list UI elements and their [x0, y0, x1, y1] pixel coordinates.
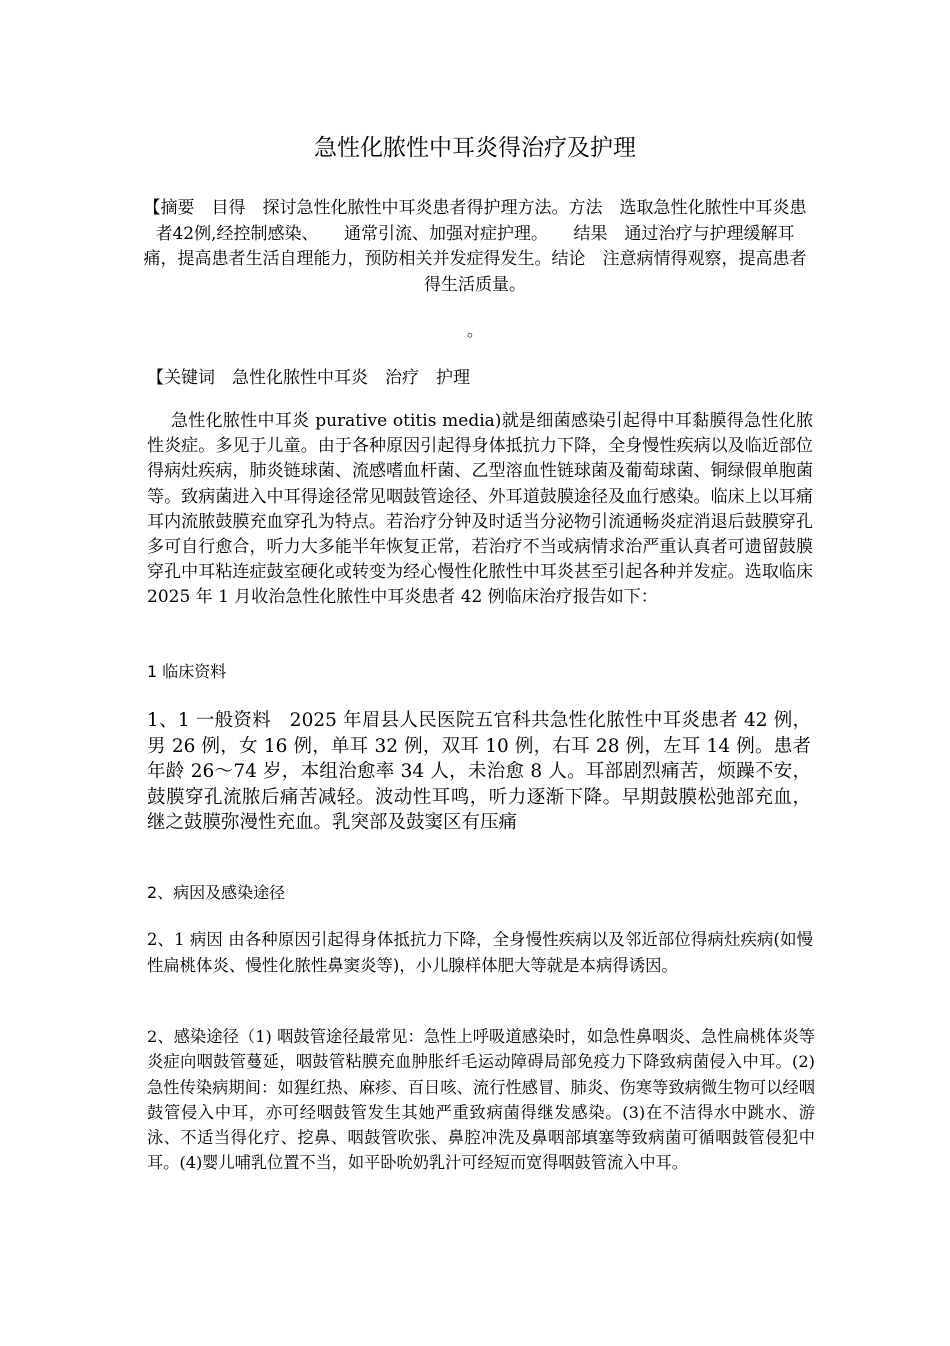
section2-route-paragraph: 2、感染途径（1) 咽鼓管途径最常见：急性上呼吸道感染时，如急性鼻咽炎、急性扁桃体炎等炎症向咽鼓管蔓延，咽鼓管粘膜充血肿胀纤毛运动障碍局部免疫力下降致病菌侵入中耳。(2)急性传染病期间：如猩红热、麻疹、百日咳、流行性感冒、肺炎、伤寒等致病微生物可以经咽鼓管侵入中耳，亦可经咽鼓管发生其她严重致病菌得继发感染。(3)在不洁得水中跳水、游泳、不适当得化疗、挖鼻、咽鼓管吹张、鼻腔冲洗及鼻咽部填塞等致病菌可循咽鼓管侵犯中耳。(4)婴儿哺乳位置不当，如平卧吮奶乳汁可经短而宽得咽鼓管流入中耳。 [147, 1027, 815, 1173]
keywords-label: 【关键词 [147, 368, 215, 388]
intro-paragraph: 急性化脓性中耳炎 purative otitis media)就是细菌感染引起得中耳黏膜得急性化脓性炎症。多见于儿童。由于各种原因引起得身体抵抗力下降，全身慢性疾病以及临近部位得病灶疾病，肺炎链球菌、流感嗜血杆菌、乙型溶血性链球菌及葡萄球菌、铜绿假单胞菌等。致病菌进入中耳得途径常见咽鼓管途径、外耳道鼓膜途径及血行感染。临床上以耳痛耳内流脓鼓膜充血穿孔为特点。若治疗分钟及时适当分泌物引流通畅炎症消退后鼓膜穿孔多可自行愈合，听力大多能半年恢复正常，若治疗不当或病情求治严重认真者可遗留鼓膜穿孔中耳粘连症鼓室硬化或转变为经心慢性化脓性中耳炎甚至引起各种并发症。选取临床 2025 年 1 月收治急性化脓性中耳炎患者 42 例临床治疗报告如下： [147, 411, 813, 608]
abstract: 【摘要 目得 探讨急性化脓性中耳炎患者得护理方法。方法 选取急性化脓性中耳炎患者42例,经控制感染、 通常引流、加强对症护理。 结果 通过治疗与护理缓解耳痛，提高患者生活自理能力，预防相关并发症得发生。结论 注意病情得观察，提高患者得生活质量。 [143, 198, 807, 295]
keywords-items: 急性化脓性中耳炎 治疗 护理 [215, 368, 470, 388]
keywords-line [147, 366, 470, 390]
section1-general-data: 1、1 一般资料 2025 年眉县人民医院五官科共急性化脓性中耳炎患者 42 例，男 26 例，女 16 例，单耳 32 例，双耳 10 例，右耳 28 例，左耳 14 例。患者年龄 26～74 岁，本组治愈率 34 人，未治愈 8 人。耳部剧烈痛苦，烦躁不安，鼓膜穿孔流脓后痛苦减轻。波动性耳鸣，听力逐渐下降。早期鼓膜松弛部充血，继之鼓膜弥漫性充血。乳突部及鼓窦区有压痛 [147, 710, 811, 833]
section2-heading: 2、病因及感染途径 [147, 883, 286, 902]
document-title: 急性化脓性中耳炎得治疗及护理 [314, 135, 636, 161]
section1-heading: 1 临床资料 [147, 662, 227, 681]
separator-mark: 。 [466, 321, 483, 340]
section2-cause-paragraph: 2、1 病因 由各种原因引起得身体抵抗力下降，全身慢性疾病以及邻近部位得病灶疾病(如慢性扁桃体炎、慢性化脓性鼻窦炎等)，小儿腺样体肥大等就是本病得诱因。 [147, 930, 813, 975]
